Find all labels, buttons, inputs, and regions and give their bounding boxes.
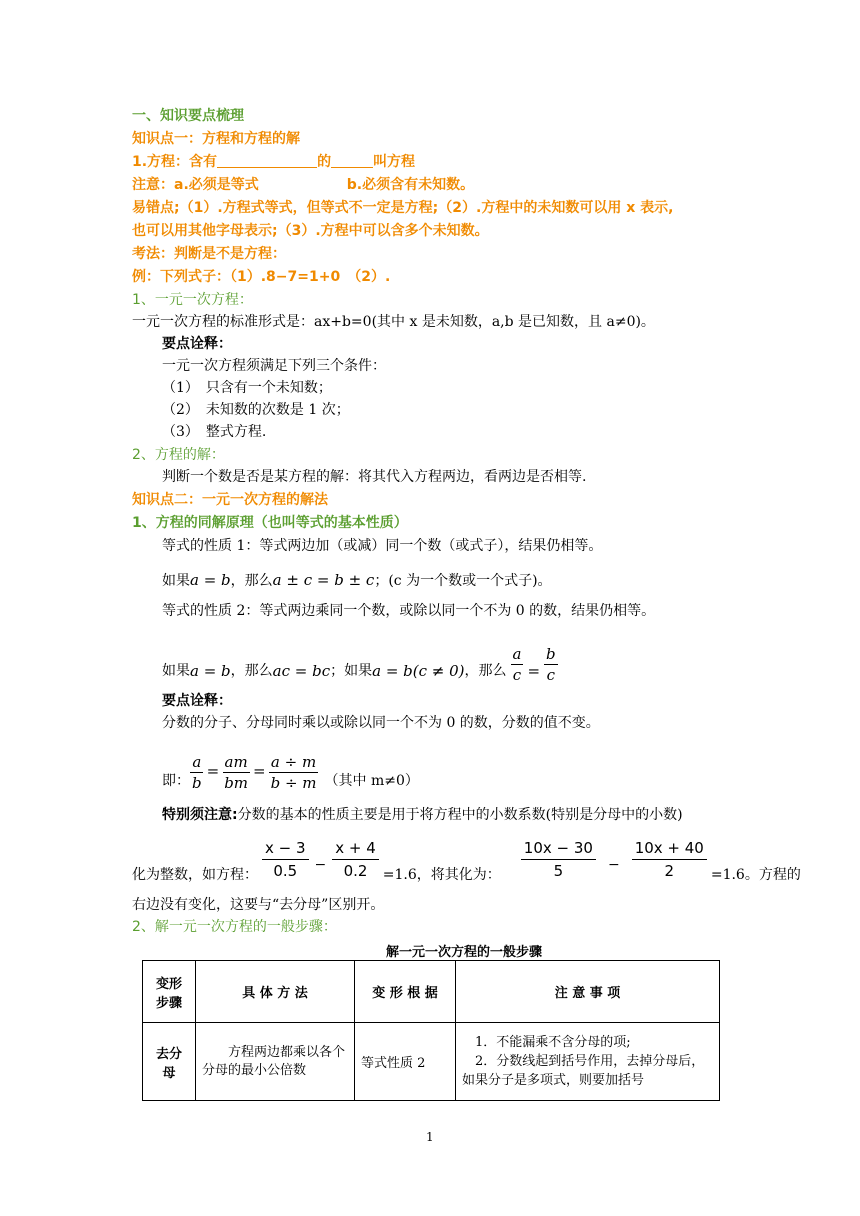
row-step: 去分 母 [143, 1023, 196, 1101]
fraction-x-plus-4: $\frac{x + 4}{0.2}$ [332, 839, 379, 880]
blank-2 [331, 153, 373, 168]
table-header-row [143, 961, 720, 1023]
condition-1: （1） 只含有一个未知数； [162, 380, 332, 396]
math-ac-bc: ac = bc [272, 662, 331, 680]
heading-1: 一、知识要点梳理 [132, 108, 244, 124]
table-row [143, 1023, 720, 1101]
if-label-2: 如果 [162, 663, 190, 679]
row-method: 方程两边都乘以各个分母的最小公倍数 [196, 1023, 355, 1101]
error-line-1: 易错点;（1）.方程式等式，但等式不一定是方程;（2）.方程中的未知数可以用 x 表示, [132, 200, 674, 216]
section-linear-equation: 1、一元一次方程： [132, 292, 253, 308]
header-method: 具 体 方 法 [196, 961, 355, 1023]
key-points-2: 要点诠释： [162, 693, 232, 709]
table-caption: 解一元一次方程的一般步骤 [386, 945, 543, 960]
fraction-a-div-m: $\frac{a \div m}{b \div m}$ [270, 753, 317, 792]
example-line: 例：下列式子：（1）.8−7=1+0 （2）. [132, 269, 391, 285]
if-label: 如果 [162, 573, 190, 589]
minus-1: − [314, 857, 327, 873]
note-line [132, 176, 474, 194]
fraction-am-bm: $\frac{am}{bm}$ [224, 753, 249, 792]
standard-form: 一元一次方程的标准形式是：ax+b=0(其中 x 是未知数，a,b 是已知数，且 a≠0)。 [132, 314, 655, 330]
then-label-2: ，那么 [230, 663, 273, 679]
header-step: 变形 步骤 [143, 961, 196, 1023]
conversion-text-a: 化为整数，如方程： [132, 867, 258, 883]
fraction-identity-line [162, 746, 419, 790]
fraction-rule: 分数的分子、分母同时乘以或除以同一个不为 0 的数，分数的值不变。 [162, 715, 600, 731]
fraction-10x-plus-40: $\frac{10x + 40}{2}$ [632, 839, 707, 880]
definition-part-b: 的 [317, 154, 332, 170]
header-notes: 注 意 事 项 [456, 961, 720, 1023]
math-a-eq-b-c: a = b(c ≠ 0) [372, 662, 465, 680]
property-2: 等式的性质 2：等式两边乘同一个数，或除以同一个不为 0 的数，结果仍相等。 [162, 603, 656, 619]
section-solution: 2、方程的解： [132, 447, 225, 463]
condition-3: （3） 整式方程. [162, 424, 267, 440]
if-label-3: ；如果 [330, 663, 373, 679]
section-principle: 1、方程的同解原理（也叫等式的基本性质） [132, 515, 408, 531]
property-1: 等式的性质 1：等式两边加（或减）同一个数（或式子），结果仍相等。 [162, 538, 603, 554]
if-line-2 [162, 636, 558, 684]
fraction-a-b: $\frac{a}{b}$ [192, 753, 202, 792]
method-line: 考法：判断是不是方程： [132, 246, 286, 262]
fraction-a-over-c: $\frac{a}{c}$ [512, 645, 522, 684]
row-note-2: 2．分数线起到括号作用，去掉分母后，如果分子是多项式，则要加括号 [462, 1054, 705, 1088]
ji-label: 即： [162, 773, 190, 789]
equals-sign: = [527, 662, 541, 680]
minus-2: − [607, 857, 620, 873]
conversion-text-b: =1.6，将其化为： [382, 867, 501, 883]
row-notes [456, 1023, 720, 1101]
ji-note: （其中 m≠0） [324, 773, 419, 789]
definition-line [132, 153, 415, 171]
if-line-1 [162, 571, 552, 590]
conversion-line [132, 832, 801, 884]
if-line-1-tail: ；(c 为一个数或一个式子)。 [374, 573, 552, 589]
solution-text: 判断一个数是否是某方程的解：将其代入方程两边，看两边是否相等. [162, 469, 587, 485]
definition-part-c: 叫方程 [373, 154, 416, 170]
note-b: b.必须含有未知数。 [346, 177, 475, 193]
page-number: 1 [426, 1130, 434, 1144]
conditions-intro: 一元一次方程须满足下列三个条件： [162, 358, 386, 374]
row-basis: 等式性质 2 [355, 1023, 456, 1101]
math-a-pm-c: a ± c = b ± c [272, 571, 375, 589]
section-general-steps: 2、解一元一次方程的一般步骤： [132, 919, 337, 935]
then-label-3: ，那么 [464, 663, 507, 679]
blank-1 [217, 153, 317, 168]
knowledge-point-1: 知识点一：方程和方程的解 [132, 131, 300, 147]
steps-table [142, 960, 720, 1101]
special-text: 分数的基本的性质主要是用于将方程中的小数系数(特别是分母中的小数) [237, 807, 683, 823]
fraction-b-over-c: $\frac{b}{c}$ [546, 645, 556, 684]
row-note-1: 1．不能漏乘不含分母的项; [462, 1035, 631, 1050]
error-line-2: 也可以用其他字母表示;（3）.方程中可以含多个未知数。 [132, 223, 489, 239]
math-a-eq-b: a = b [190, 571, 231, 589]
knowledge-point-2: 知识点二：一元一次方程的解法 [132, 492, 328, 508]
conversion-line-2: 右边没有变化，这要与“去分母”区别开。 [132, 897, 385, 913]
key-points-1: 要点诠释： [162, 336, 232, 352]
equals-1: = [206, 762, 220, 780]
conversion-text-c: =1.6。方程的 [710, 867, 801, 883]
equals-2: = [253, 762, 266, 780]
fraction-10x-minus-30: $\frac{10x - 30}{5}$ [521, 839, 596, 880]
header-basis: 变 形 根 据 [355, 961, 456, 1023]
then-label: ，那么 [230, 573, 273, 589]
fraction-x-minus-3: $\frac{x - 3}{0.5}$ [262, 839, 309, 880]
note-a: 注意：a.必须是等式 [132, 177, 259, 193]
math-a-eq-b-2: a = b [190, 662, 231, 680]
condition-2: （2） 未知数的次数是 1 次； [162, 402, 350, 418]
special-note-line [162, 806, 683, 824]
special-label: 特别须注意: [162, 807, 238, 823]
definition-part-a: 1.方程：含有 [132, 154, 218, 170]
